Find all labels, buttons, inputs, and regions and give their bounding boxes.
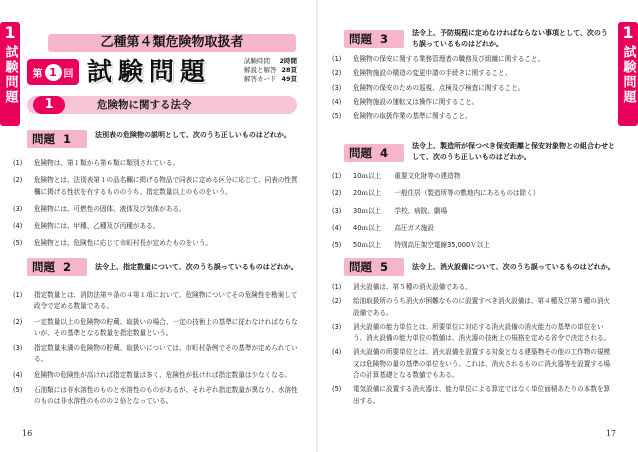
chapter-number: 1 [4, 23, 16, 42]
question-prompt: 法別表の危険物の説明として、次のうち正しいものはどれか。 [95, 131, 291, 139]
choice-item[interactable]: (4) 危険物には、甲種、乙種及び丙種がある。 [13, 222, 160, 231]
chapter-label: 試験問題 [2, 45, 18, 105]
right-page [320, 0, 638, 452]
chapter-number: 1 [622, 23, 634, 42]
choice-item[interactable]: (3) 消火設備の能力単位とは、所要単位に対応する消火設備の消火能力の基準の単位をいう。消火設備の能力単位の数値は、消火器の技術上の規格を定める省令で決定される。 [332, 322, 611, 343]
choice-item[interactable]: (5) 危険物の取扱作業の基準に関すること。 [332, 112, 472, 121]
exam-info-row: 解答カード 49頁 [243, 75, 297, 83]
question-badge: 問題 3 [344, 30, 404, 48]
choice-list [13, 290, 301, 408]
choice-item[interactable]: (4) 危険物施設の運転又は操作に関すること。 [332, 97, 479, 106]
choice-item[interactable]: (2) 給油取扱所のうち消火が困難なものに設置すべき消火設備は、第４種及び第５種の消火設備である。 [332, 297, 611, 317]
choice-item[interactable]: (5) 危険物とは、危険性に応じて市町村長が定めたものをいう。 [13, 239, 213, 248]
chapter-tab-left [0, 22, 20, 126]
choice-item[interactable]: (3) 30ｍ以上 学校、病院、劇場 [332, 206, 448, 215]
question-prompt: 法令上、製造所が保つべき保安距離と保安対象物との組合わせとして、次のうち正しいものはどれか。 [412, 142, 615, 161]
page-number-right: 17 [605, 429, 616, 438]
choice-item[interactable]: (5) 石油類には非水溶性のものと水溶性のものがあるが、それぞれ指定数量が異なり、水溶性のものは非水溶性のものの２倍となっている。 [13, 386, 298, 406]
choice-item[interactable]: (3) 指定数量未満の危険物の貯蔵、取扱いについては、市町村条例でその基準が定められている。 [13, 344, 298, 364]
question-prompt: 法令上、指定数量について、次のうち誤っているものはどれか。 [95, 263, 298, 271]
choice-list [332, 54, 616, 122]
choice-item[interactable]: (3) 危険物には、可燃性の固体、液体及び気体がある。 [13, 204, 186, 213]
question-prompt: 法令上、予防規程に定めなければならない事項として、次のうち誤っているものはどれか。 [412, 29, 608, 48]
exam-header-title: 乙種第４類危険物取扱者 [48, 34, 296, 52]
exam-number: 1 [45, 64, 62, 81]
exam-info [244, 57, 297, 84]
choice-item[interactable]: (1) 消火設備は、第５種の消火設備である。 [332, 283, 472, 291]
choice-item[interactable]: (4) 消火設備の所要単位とは、消火設備を設置する対象となる建築物その他の工作物の規模又は危険物の量の基準の単位をいう。これは、消火されるものに消火器等を設置する場合の計算基礎となる数値でもある。 [332, 348, 611, 380]
choice-item[interactable]: (1) 危険物は、第１類から第６類に類別されている。 [13, 159, 180, 167]
choice-item[interactable]: (5) 電気設備に設置する消火器は、能力単位による算定ではなく単位面積あたりの本数を算出する。 [332, 385, 611, 405]
choice-list [332, 282, 616, 407]
page-number-left: 16 [22, 429, 33, 438]
left-page [0, 0, 318, 452]
chapter-label: 試験問題 [620, 45, 636, 105]
section-header [27, 96, 297, 114]
exam-info-row: 試験時間 2時間 [243, 57, 297, 65]
question-badge: 問題 1 [27, 130, 87, 148]
choice-item[interactable]: (1) 指定数量とは、消防法第９条の４第１項において、危険物についてその危険性を勘案して政令で定める数量である。 [13, 291, 298, 311]
section-number: 1 [33, 96, 65, 114]
exam-prefix: 第 [32, 68, 43, 80]
exam-info-row: 解説と解答 28頁 [243, 66, 297, 74]
page-title: 試験問題 [87, 57, 212, 86]
choice-item[interactable]: (2) 20ｍ以上 一般住居（製造所等の敷地内にあるものは除く） [332, 189, 540, 198]
choice-item[interactable]: (2) 危険物とは、法別表第１の品名欄に掲げる物品で同表に定める区分に応じて、同表の性質欄に掲げる性状を有するもののうち、指定数量以上のものをいう。 [13, 176, 298, 196]
choice-item[interactable]: (4) 危険物の危険性が高ければ指定数量は多く、危険性が低ければ指定数量は少なくなる。 [13, 370, 292, 379]
choice-item[interactable]: (1) 10ｍ以上 重要文化財等の建造物 [332, 172, 461, 180]
exam-suffix: 回 [63, 68, 74, 80]
section-label: 危険物に関する法令 [97, 99, 192, 111]
exam-header [27, 55, 297, 91]
question-badge: 問題 5 [344, 258, 404, 276]
choice-item[interactable]: (5) 50ｍ以上 特別高圧架空電線35,000Ｖ以上 [332, 241, 490, 250]
choice-item[interactable]: (1) 危険物の保安に関する業務管理者の職務及び組織に関すること。 [332, 55, 545, 63]
choice-item[interactable]: (2) 危険物施設の構造の変更申請の手続きに関すること。 [332, 69, 512, 78]
question-badge: 問題 4 [344, 144, 404, 162]
choice-item[interactable]: (3) 危険物の保安のための巡視、点検及び検査に関すること。 [332, 83, 525, 92]
choice-item[interactable]: (2) 一定数量以上の危険物の貯蔵、取扱いの場合、一定の技術上の基準に従わなければならないが、その基準となる数量を指定数量という。 [13, 317, 298, 337]
choice-item[interactable]: (4) 40ｍ以上 高圧ガス施設 [332, 223, 434, 232]
chapter-tab-right [618, 22, 638, 126]
choice-list [13, 158, 301, 250]
exam-number-badge [27, 59, 79, 85]
question-prompt: 法令上、消火設備について、次のうち誤っているものはどれか。 [412, 263, 615, 271]
question-badge: 問題 2 [27, 258, 87, 276]
choice-list [332, 171, 616, 251]
